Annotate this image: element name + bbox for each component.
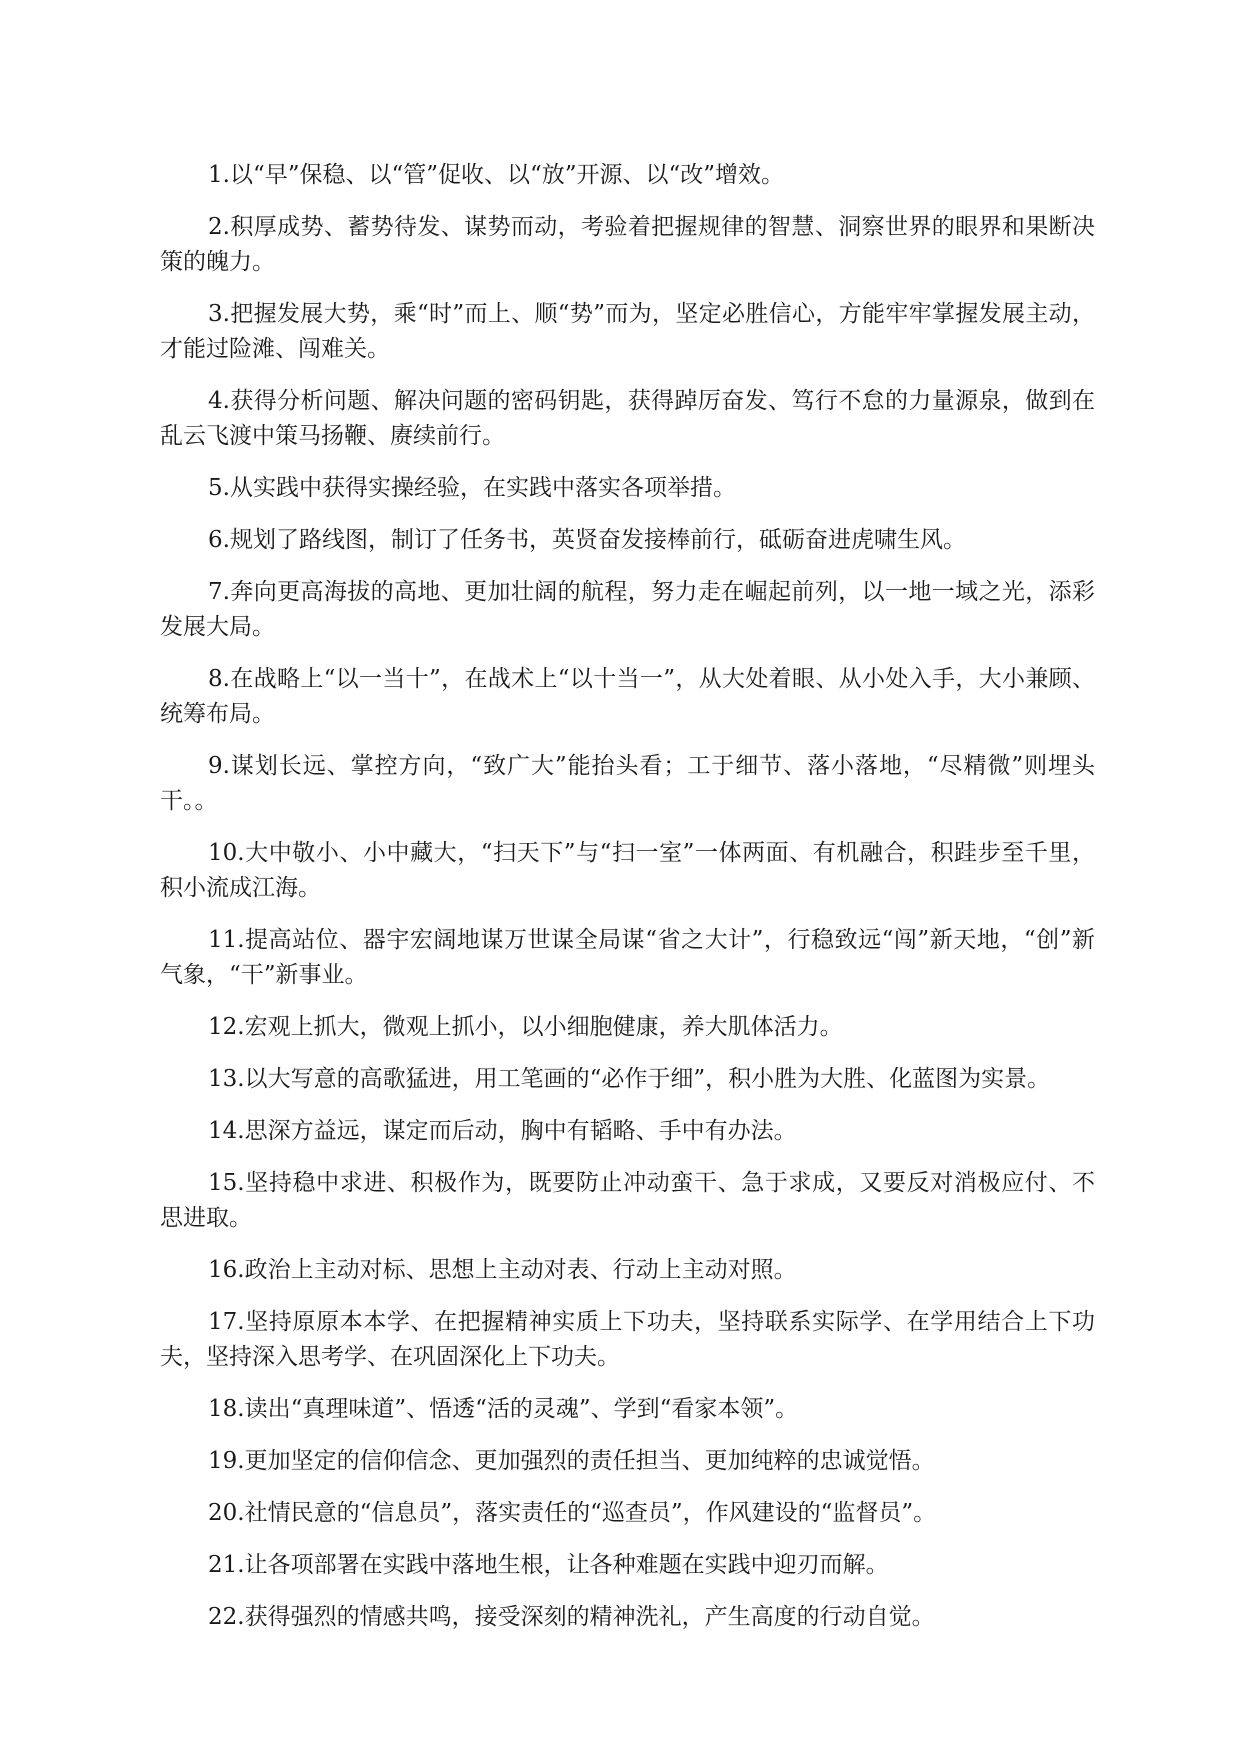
paragraph-16: 16.政治上主动对标、思想上主动对表、行动上主动对照。 bbox=[208, 1257, 797, 1283]
paragraph-8: 8.在战略上“以一当十”，在战术上“以十当一”，从大处着眼、从小处入手，大小兼顾、统筹布局。 bbox=[160, 666, 1095, 727]
document-body bbox=[160, 158, 1095, 1652]
paragraph-1: 1.以“早”保稳、以“管”促收、以“放”开源、以“改”增效。 bbox=[208, 162, 785, 188]
paragraph-11: 11.提高站位、器宇宏阔地谋万世谋全局谋“省之大计”，行稳致远“闯”新天地，“创”新气象，“干”新事业。 bbox=[160, 927, 1095, 988]
paragraph-14: 14.思深方益远，谋定而后动，胸中有韬略、手中有办法。 bbox=[208, 1118, 797, 1144]
paragraph-22: 22.获得强烈的情感共鸣，接受深刻的精神洗礼，产生高度的行动自觉。 bbox=[208, 1604, 935, 1630]
paragraph-4: 4.获得分析问题、解决问题的密码钥匙，获得踔厉奋发、笃行不怠的力量源泉，做到在乱云飞渡中策马扬鞭、赓续前行。 bbox=[160, 388, 1095, 449]
paragraph-10: 10.大中敬小、小中藏大，“扫天下”与“扫一室”一体两面、有机融合，积跬步至千里，积小流成江海。 bbox=[160, 840, 1095, 901]
paragraph-9: 9.谋划长远、掌控方向，“致广大”能抬头看；工于细节、落小落地，“尽精微”则埋头干。。 bbox=[160, 753, 1095, 814]
paragraph-20: 20.社情民意的“信息员”，落实责任的“巡查员”，作风建设的“监督员”。 bbox=[208, 1500, 937, 1526]
paragraph-5: 5.从实践中获得实操经验，在实践中落实各项举措。 bbox=[208, 475, 736, 501]
paragraph-7: 7.奔向更高海拔的高地、更加壮阔的航程，努力走在崛起前列，以一地一域之光，添彩发展大局。 bbox=[160, 579, 1095, 640]
paragraph-2: 2.积厚成势、蓄势待发、谋势而动，考验着把握规律的智慧、洞察世界的眼界和果断决策的魄力。 bbox=[160, 214, 1095, 275]
paragraph-13: 13.以大写意的高歌猛进，用工笔画的“必作于细”，积小胜为大胜、化蓝图为实景。 bbox=[208, 1066, 1051, 1092]
paragraph-17: 17.坚持原原本本学、在把握精神实质上下功夫，坚持联系实际学、在学用结合上下功夫，坚持深入思考学、在巩固深化上下功夫。 bbox=[160, 1309, 1095, 1370]
paragraph-15: 15.坚持稳中求进、积极作为，既要防止冲动蛮干、急于求成，又要反对消极应付、不思进取。 bbox=[160, 1170, 1095, 1231]
paragraph-18: 18.读出“真理味道”、悟透“活的灵魂”、学到“看家本领”。 bbox=[208, 1396, 799, 1422]
paragraph-19: 19.更加坚定的信仰信念、更加强烈的责任担当、更加纯粹的忠诚觉悟。 bbox=[208, 1448, 935, 1474]
paragraph-6: 6.规划了路线图，制订了任务书，英贤奋发接棒前行，砥砺奋进虎啸生风。 bbox=[208, 527, 966, 553]
paragraph-12: 12.宏观上抓大，微观上抓小，以小细胞健康，养大肌体活力。 bbox=[208, 1014, 843, 1040]
paragraph-3: 3.把握发展大势，乘“时”而上、顺“势”而为，坚定必胜信心，方能牢牢掌握发展主动，才能过险滩、闯难关。 bbox=[160, 301, 1095, 362]
paragraph-21: 21.让各项部署在实践中落地生根，让各种难题在实践中迎刃而解。 bbox=[208, 1552, 889, 1578]
